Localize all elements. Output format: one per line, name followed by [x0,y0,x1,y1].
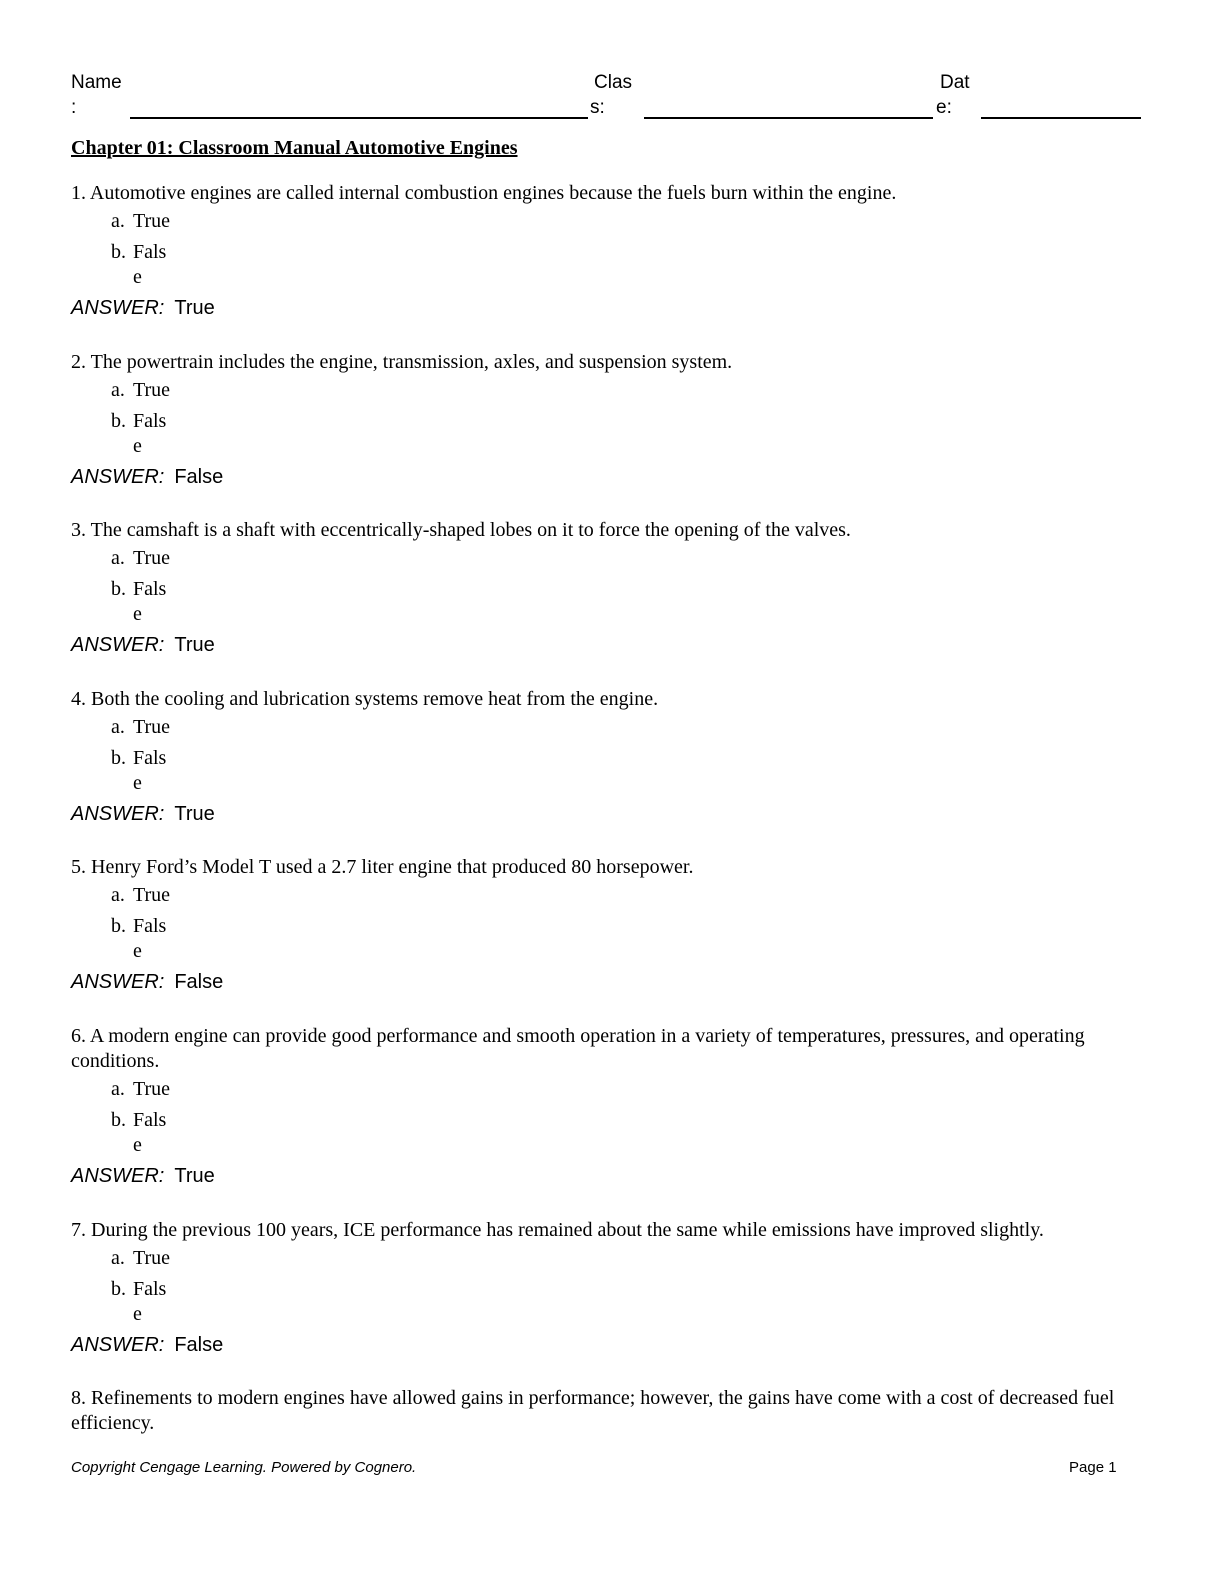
option-b[interactable] [111,914,1141,964]
option-text: False [133,1278,167,1325]
answer [71,633,1141,658]
question-8 [71,1386,1141,1436]
option-letter: a. [111,1078,125,1100]
option-letter: a. [111,1247,125,1269]
class-label: Clas [594,72,633,93]
options [111,883,1141,964]
answer [71,1164,1141,1189]
answer-value: True [174,297,215,319]
date-field[interactable] [981,117,1141,119]
answer-label: ANSWER: [71,466,165,488]
question-text: 2. The powertrain includes the engine, transmission, axles, and suspension system. [71,351,733,373]
option-text: False [133,578,167,625]
copyright-footer: Copyright Cengage Learning. Powered by Cognero. [71,1459,417,1476]
question-4 [71,687,1141,827]
question-2 [71,350,1141,490]
option-a[interactable] [111,209,1141,234]
options [111,546,1141,627]
question-text: 3. The camshaft is a shaft with eccentrically-shaped lobes on it to force the opening of the valves. [71,519,851,541]
option-text: False [133,915,167,962]
answer-label: ANSWER: [71,803,165,825]
option-letter: b. [111,410,126,432]
option-a[interactable] [111,1077,1141,1102]
option-text: False [133,747,167,794]
answer-label: ANSWER: [71,297,165,319]
option-letter: b. [111,915,126,937]
class-label-cont: s: [590,97,605,118]
option-b[interactable] [111,577,1141,627]
option-a[interactable] [111,715,1141,740]
option-letter: a. [111,379,125,401]
answer [71,970,1141,995]
name-field[interactable] [130,117,588,119]
option-a[interactable] [111,546,1141,571]
answer [71,296,1141,321]
option-b[interactable] [111,409,1141,459]
date-label: Dat [940,72,970,93]
option-text: True [133,1078,171,1100]
answer-value: False [174,971,224,993]
question-5 [71,855,1141,995]
answer-label: ANSWER: [71,971,165,993]
option-b[interactable] [111,240,1141,290]
answer-value: True [174,803,215,825]
question-3 [71,518,1141,658]
question-text: 4. Both the cooling and lubrication systems remove heat from the engine. [71,688,659,710]
name-label: Name [71,72,122,93]
answer-value: True [174,1165,215,1187]
option-letter: a. [111,547,125,569]
answer-value: False [174,466,224,488]
option-letter: a. [111,716,125,738]
question-text: 8. Refinements to modern engines have allowed gains in performance; however, the gains have come with a cost of decreased fuel efficiency. [71,1387,1115,1434]
answer-label: ANSWER: [71,634,165,656]
option-a[interactable] [111,378,1141,403]
options [111,209,1141,290]
date-label-cont: e: [936,97,952,118]
answer-label: ANSWER: [71,1334,165,1356]
option-text: False [133,410,167,457]
option-b[interactable] [111,746,1141,796]
option-letter: b. [111,1278,126,1300]
answer [71,802,1141,827]
option-text: True [133,379,171,401]
answer [71,1333,1141,1358]
option-text: True [133,884,171,906]
question-6 [71,1024,1141,1189]
question-text: 7. During the previous 100 years, ICE performance has remained about the same while emissions have improved slightly. [71,1219,1044,1241]
option-a[interactable] [111,1246,1141,1271]
question-text: 1. Automotive engines are called internal combustion engines because the fuels burn within the engine. [71,182,897,204]
options [111,715,1141,796]
options [111,1246,1141,1327]
option-a[interactable] [111,883,1141,908]
option-letter: a. [111,884,125,906]
option-text: False [133,241,167,288]
option-text: True [133,1247,171,1269]
option-text: True [133,716,171,738]
answer [71,465,1141,490]
name-colon: : [71,97,77,118]
option-b[interactable] [111,1108,1141,1158]
option-text: True [133,210,171,232]
option-text: False [133,1109,167,1156]
question-text: 6. A modern engine can provide good performance and smooth operation in a variety of temperatures, pressures, and operating conditions. [71,1025,1085,1072]
options [111,378,1141,459]
option-b[interactable] [111,1277,1141,1327]
question-text: 5. Henry Ford’s Model T used a 2.7 liter engine that produced 80 horsepower. [71,856,694,878]
option-letter: b. [111,578,126,600]
option-letter: a. [111,210,125,232]
question-1 [71,181,1141,321]
option-letter: b. [111,241,126,263]
option-letter: b. [111,747,126,769]
answer-value: True [174,634,215,656]
option-letter: b. [111,1109,126,1131]
page-number: Page 1 [1069,1459,1117,1476]
answer-value: False [174,1334,224,1356]
option-text: True [133,547,171,569]
chapter-title: Chapter 01: Classroom Manual Automotive Engines [71,137,518,159]
question-7 [71,1218,1141,1358]
class-field[interactable] [644,117,933,119]
answer-label: ANSWER: [71,1165,165,1187]
options [111,1077,1141,1158]
